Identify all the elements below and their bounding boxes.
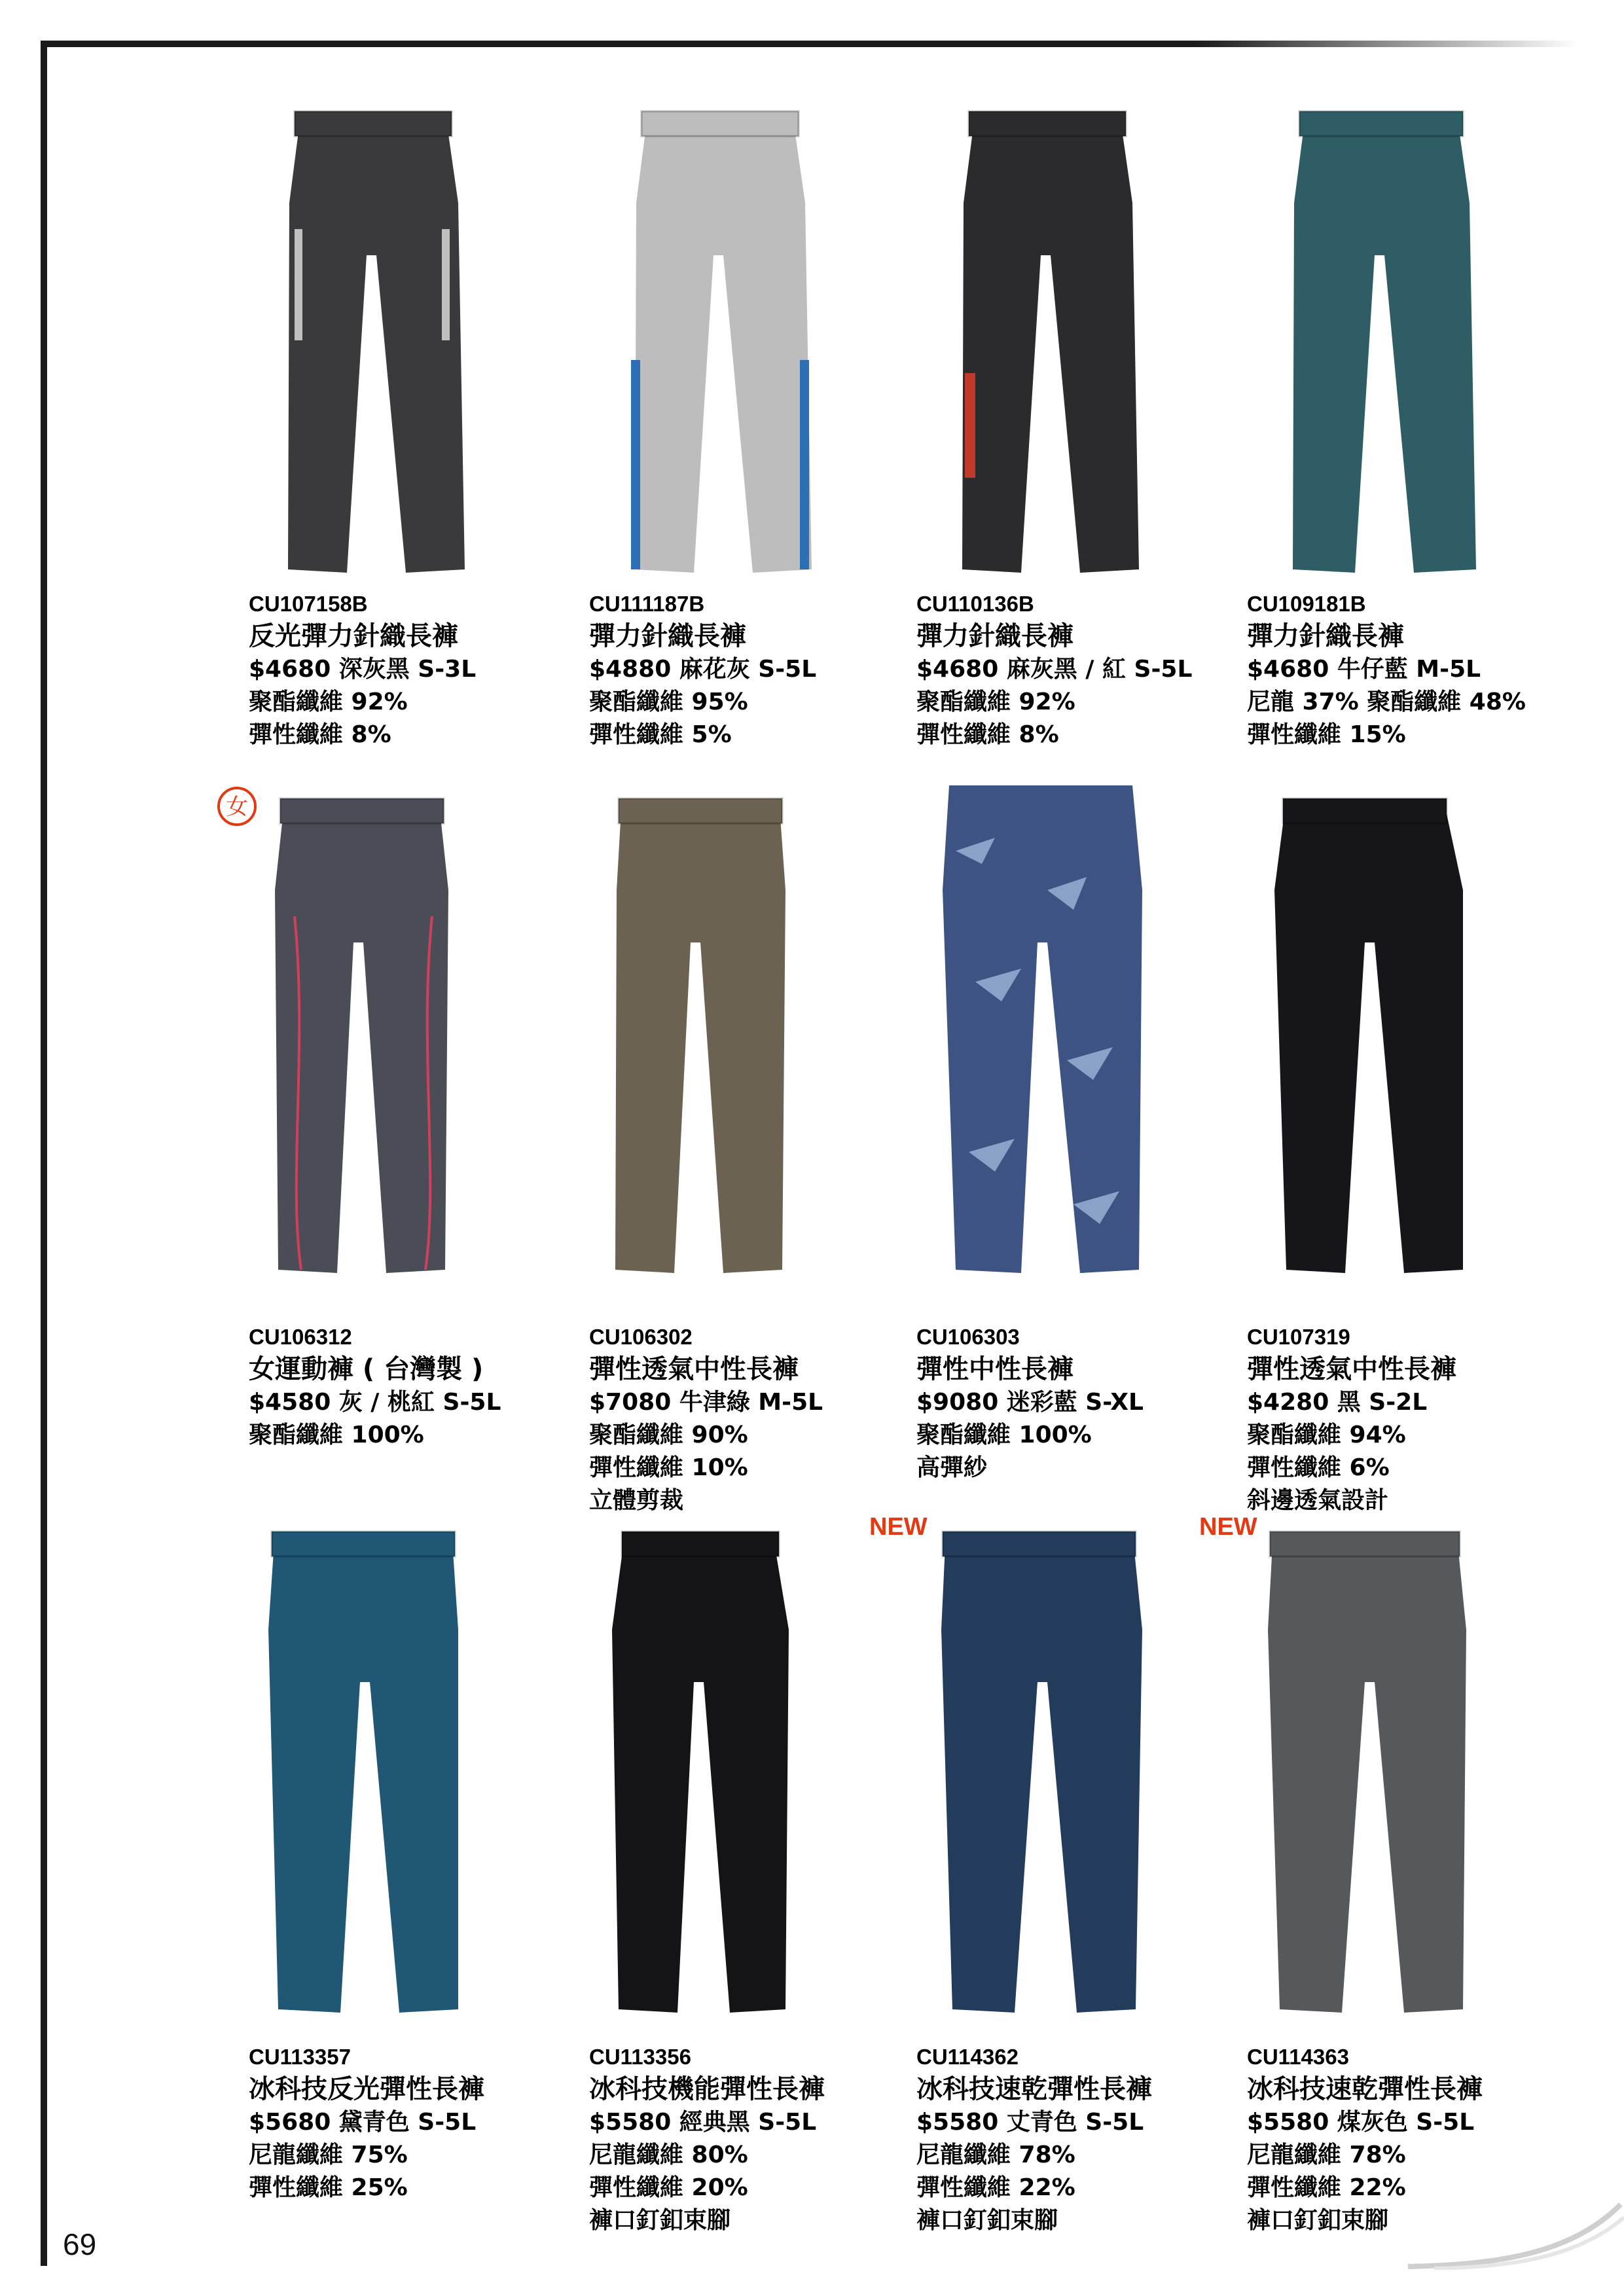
product-material: 尼龍纖維 78%	[1247, 2142, 1406, 2168]
product-price: $4680 麻灰黑 / 紅 S-5L	[916, 656, 1193, 683]
product-code: CU107319	[1247, 1325, 1350, 1349]
product-code: CU110136B	[916, 592, 1034, 616]
pants-image	[916, 785, 1257, 1283]
product-material: 彈性纖維 20%	[589, 2174, 748, 2201]
product-price: $5680 黛青色 S-5L	[249, 2109, 477, 2136]
product-feature: 褲口釘釦束腳	[589, 2207, 731, 2234]
page-frame-top	[41, 41, 1579, 47]
product-code: CU106303	[916, 1325, 1020, 1349]
product-price: $5580 煤灰色 S-5L	[1247, 2109, 1475, 2136]
product-price: $4280 黑 S-2L	[1247, 1389, 1428, 1416]
product-name: 冰科技機能彈性長褲	[589, 2074, 825, 2104]
women-badge-label: 女	[226, 794, 248, 820]
product-material: 彈性纖維 15%	[1247, 721, 1406, 748]
product-code: CU113356	[589, 2045, 691, 2069]
product-name: 彈性透氣中性長褲	[1247, 1354, 1456, 1384]
product-code: CU114363	[1247, 2045, 1349, 2069]
product-feature: 高彈紗	[916, 1454, 988, 1481]
pants-image	[249, 785, 589, 1283]
product-material: 聚酯纖維 94%	[1247, 1422, 1406, 1448]
product-name: 冰科技速乾彈性長褲	[1247, 2074, 1483, 2104]
product-material: 彈性纖維 25%	[249, 2174, 408, 2201]
product-name: 反光彈力針織長褲	[249, 621, 458, 651]
product-code: CU109181B	[1247, 592, 1366, 616]
pants-image	[916, 98, 1257, 583]
product-name: 彈性中性長褲	[916, 1354, 1074, 1384]
product-material: 彈性纖維 22%	[1247, 2174, 1406, 2201]
product-feature: 褲口釘釦束腳	[916, 2207, 1058, 2234]
product-name: 彈力針織長褲	[916, 621, 1074, 651]
product-material: 彈性纖維 6%	[1247, 1454, 1390, 1481]
product-material: 聚酯纖維 95%	[589, 689, 748, 715]
product-material: 聚酯纖維 92%	[249, 689, 408, 715]
product-material: 彈性纖維 5%	[589, 721, 732, 748]
product-material: 聚酯纖維 92%	[916, 689, 1075, 715]
product-feature: 褲口釘釦束腳	[1247, 2207, 1389, 2234]
product-code: CU106312	[249, 1325, 352, 1349]
product-code: CU106302	[589, 1325, 693, 1349]
product-material: 尼龍纖維 75%	[249, 2142, 408, 2168]
pants-image	[1247, 98, 1587, 583]
new-badge: NEW	[1199, 1513, 1257, 1541]
product-code: CU113357	[249, 2045, 351, 2069]
product-name: 女運動褲 ( 台灣製 )	[249, 1354, 484, 1384]
product-material: 彈性纖維 8%	[249, 721, 391, 748]
product-material: 彈性纖維 22%	[916, 2174, 1075, 2201]
product-price: $4580 灰 / 桃紅 S-5L	[249, 1389, 501, 1416]
pants-image	[589, 1525, 929, 2022]
product-material: 彈性纖維 10%	[589, 1454, 748, 1481]
product-feature: 立體剪裁	[589, 1487, 684, 1514]
product-material: 尼龍 37% 聚酯纖維 48%	[1247, 689, 1526, 715]
product-material: 聚酯纖維 90%	[589, 1422, 748, 1448]
product-material: 聚酯纖維 100%	[249, 1422, 424, 1448]
product-price: $4880 麻花灰 S-5L	[589, 656, 817, 683]
product-material: 彈性纖維 8%	[916, 721, 1059, 748]
product-price: $4680 深灰黑 S-3L	[249, 656, 477, 683]
pants-image	[916, 1525, 1257, 2022]
product-price: $4680 牛仔藍 M-5L	[1247, 656, 1481, 683]
product-price: $5580 丈青色 S-5L	[916, 2109, 1144, 2136]
product-material: 尼龍纖維 78%	[916, 2142, 1075, 2168]
product-price: $7080 牛津綠 M-5L	[589, 1389, 823, 1416]
pants-image	[1247, 785, 1587, 1283]
pants-image	[249, 98, 589, 583]
pants-image	[249, 1525, 589, 2022]
page-frame-left	[41, 41, 47, 2266]
pants-image	[589, 785, 929, 1283]
product-price: $9080 迷彩藍 S-XL	[916, 1389, 1144, 1416]
product-name: 彈力針織長褲	[1247, 621, 1404, 651]
product-material: 尼龍纖維 80%	[589, 2142, 748, 2168]
product-name: 彈性透氣中性長褲	[589, 1354, 799, 1384]
product-name: 冰科技速乾彈性長褲	[916, 2074, 1152, 2104]
pants-image	[589, 98, 929, 583]
product-code: CU107158B	[249, 592, 368, 616]
product-name: 彈力針織長褲	[589, 621, 746, 651]
product-material: 聚酯纖維 100%	[916, 1422, 1092, 1448]
pants-image	[1247, 1525, 1587, 2022]
product-feature: 斜邊透氣設計	[1247, 1487, 1389, 1514]
product-name: 冰科技反光彈性長褲	[249, 2074, 484, 2104]
page-number: 69	[63, 2227, 97, 2261]
new-badge: NEW	[869, 1513, 928, 1541]
product-code: CU111187B	[589, 592, 705, 616]
product-code: CU114362	[916, 2045, 1019, 2069]
product-price: $5580 經典黑 S-5L	[589, 2109, 817, 2136]
